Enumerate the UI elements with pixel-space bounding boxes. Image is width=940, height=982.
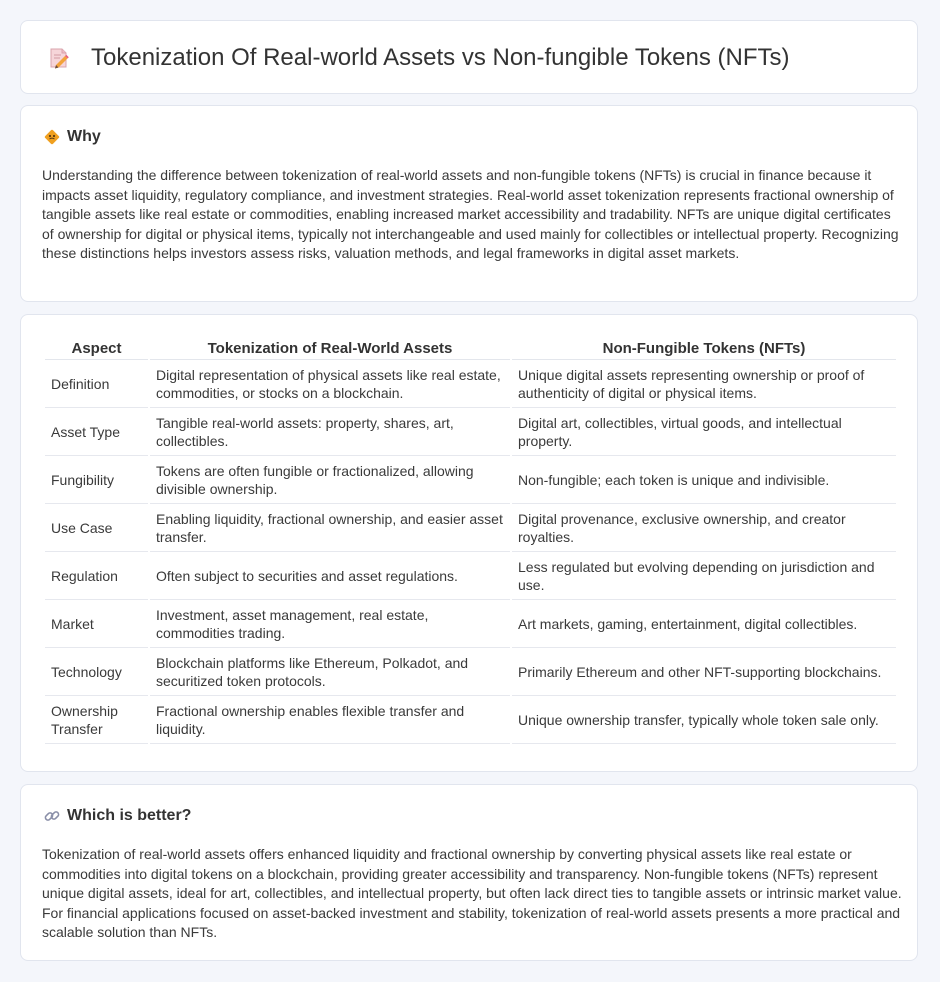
aspect-cell: Regulation — [45, 552, 148, 600]
nft-cell: Non-fungible; each token is unique and indivisible. — [512, 456, 896, 504]
better-title: Which is better? — [67, 807, 192, 824]
table-row — [45, 408, 896, 456]
page-title: Tokenization Of Real-world Assets vs Non-fungible Tokens (NFTs) — [91, 44, 790, 71]
nft-cell: Unique ownership transfer, typically whole token sale only. — [512, 696, 896, 744]
nft-cell: Less regulated but evolving depending on jurisdiction and use. — [512, 552, 896, 600]
rwa-cell: Investment, asset management, real estate, commodities trading. — [150, 600, 510, 648]
better-heading — [43, 805, 191, 827]
aspect-cell: Definition — [45, 360, 148, 408]
nft-cell: Unique digital assets representing ownership or proof of authenticity of digital or physical items. — [512, 360, 896, 408]
nft-cell: Digital provenance, exclusive ownership, and creator royalties. — [512, 504, 896, 552]
table-row — [45, 648, 896, 696]
table-header-row — [45, 335, 896, 360]
why-text: Understanding the difference between tokenization of real-world assets and non-fungible tokens (NFTs) is crucial in finance because it impacts asset liquidity, regulatory compliance, and investment strategies. Real-world asset tokenization represents fractional ownership of tangible assets like real estate or commodities, enabling increased market accessibility and tradability. NFTs are unique digital certificates of ownership for digital or physical items, typically not interchangeable and used mainly for collectibles or intellectual property. Recognizing these distinctions helps investors assess risks, valuation methods, and legal frameworks in digital asset markets. — [42, 167, 899, 261]
header-nft: Non-Fungible Tokens (NFTs) — [512, 335, 896, 360]
rwa-cell: Tokens are often fungible or fractionalized, allowing divisible ownership. — [150, 456, 510, 504]
comparison-card — [20, 314, 918, 772]
header-aspect: Aspect — [45, 335, 148, 360]
rwa-cell: Fractional ownership enables flexible transfer and liquidity. — [150, 696, 510, 744]
better-text: Tokenization of real-world assets offers enhanced liquidity and fractional ownership by converting physical assets like real estate or commodities into digital tokens on a blockchain, providing greater accessibility and transparency. Non-fungible tokens (NFTs) represent unique digital assets, ideal for art, collectibles, and intellectual property, but often lack direct ties to tangible assets or intrinsic market value. For financial applications focused on asset-backed investment and stability, tokenization of real-world assets presents a more practical and scalable solution than NFTs. — [42, 846, 902, 940]
header-rwa: Tokenization of Real-World Assets — [150, 335, 510, 360]
title-row — [47, 43, 790, 73]
aspect-cell: Market — [45, 600, 148, 648]
nft-cell: Digital art, collectibles, virtual goods, and intellectual property. — [512, 408, 896, 456]
rwa-cell: Enabling liquidity, fractional ownership, and easier asset transfer. — [150, 504, 510, 552]
link-icon — [43, 807, 61, 825]
table-row — [45, 696, 896, 744]
aspect-cell: Use Case — [45, 504, 148, 552]
aspect-cell: Asset Type — [45, 408, 148, 456]
table-row — [45, 456, 896, 504]
aspect-cell: Technology — [45, 648, 148, 696]
title-card — [20, 20, 918, 94]
rwa-cell: Digital representation of physical assets like real estate, commodities, or stocks on a blockchain. — [150, 360, 510, 408]
table-row — [45, 552, 896, 600]
rwa-cell: Tangible real-world assets: property, shares, art, collectibles. — [150, 408, 510, 456]
table-row — [45, 360, 896, 408]
table-row — [45, 504, 896, 552]
nft-cell: Art markets, gaming, entertainment, digital collectibles. — [512, 600, 896, 648]
diamond-warning-icon — [43, 128, 61, 146]
why-title: Why — [67, 128, 101, 145]
rwa-cell: Often subject to securities and asset regulations. — [150, 552, 510, 600]
document-edit-icon — [47, 46, 71, 70]
comparison-table — [43, 335, 898, 744]
nft-cell: Primarily Ethereum and other NFT-supporting blockchains. — [512, 648, 896, 696]
rwa-cell: Blockchain platforms like Ethereum, Polkadot, and securitized token protocols. — [150, 648, 510, 696]
better-card — [20, 784, 918, 961]
table-row — [45, 600, 896, 648]
aspect-cell: Fungibility — [45, 456, 148, 504]
why-card — [20, 105, 918, 302]
why-heading — [43, 126, 101, 148]
aspect-cell: Ownership Transfer — [45, 696, 148, 744]
